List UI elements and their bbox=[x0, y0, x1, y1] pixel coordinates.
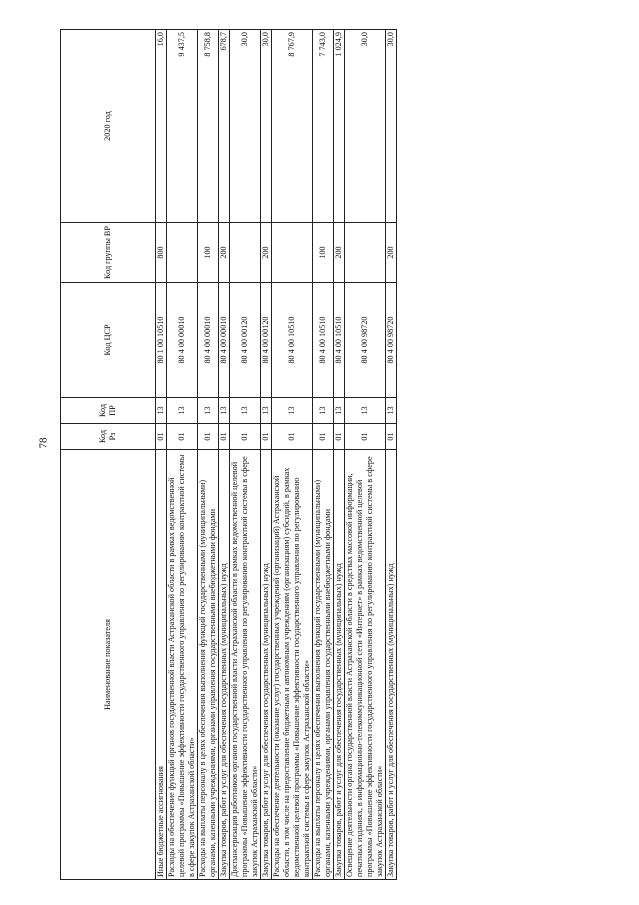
cell-csr: 80 4 00 00010 bbox=[167, 283, 198, 398]
cell-csr: 80 4 00 00010 bbox=[219, 283, 230, 398]
cell-name: Закупка товаров, работ и услуг для обеспечения государственных (муниципальных) нужд bbox=[334, 450, 345, 880]
cell-year: 8 758,8 bbox=[198, 30, 219, 223]
cell-rz: 01 bbox=[345, 424, 386, 450]
cell-rz: 01 bbox=[261, 424, 272, 450]
cell-name: Расходы на обеспечение функций органов государственной власти Астраханской области в рамках ведомственной целевой программы «Повышение эффективности государственного управления по регулированию контрактной системы в сфере закупок Астраханской области» bbox=[167, 450, 198, 880]
cell-vr bbox=[230, 223, 261, 283]
header-rz: Код Рз bbox=[61, 424, 156, 450]
table-row bbox=[386, 30, 397, 880]
cell-vr: 800 bbox=[156, 223, 167, 283]
budget-table bbox=[60, 29, 397, 880]
cell-vr: 200 bbox=[261, 223, 272, 283]
table-row bbox=[156, 30, 167, 880]
cell-year: 30,0 bbox=[230, 30, 261, 223]
cell-pr: 13 bbox=[261, 398, 272, 424]
cell-vr: 200 bbox=[386, 223, 397, 283]
cell-name: Диспансеризация работников органов государственной власти Астраханской области в рамках ведомственной целевой программы «Повышение эффективности государственного управления по регулированию контрактной системы в сфере закупок Астраханской области» bbox=[230, 450, 261, 880]
cell-year: 30,0 bbox=[345, 30, 386, 223]
cell-csr: 80 4 00 00120 bbox=[261, 283, 272, 398]
cell-csr: 80 4 00 10510 bbox=[334, 283, 345, 398]
cell-pr: 13 bbox=[334, 398, 345, 424]
cell-csr: 80 1 00 10510 bbox=[156, 283, 167, 398]
cell-pr: 13 bbox=[345, 398, 386, 424]
cell-name: Расходы на выплаты персоналу в целях обеспечения выполнения функций государственными (муниципальными) органами, казенными учреждениями, органами управления государственными внебюджетными фондами bbox=[313, 450, 334, 880]
cell-rz: 01 bbox=[219, 424, 230, 450]
cell-rz: 01 bbox=[334, 424, 345, 450]
table-row bbox=[261, 30, 272, 880]
cell-csr: 80 4 00 98720 bbox=[386, 283, 397, 398]
table-header-row bbox=[61, 30, 156, 880]
cell-vr: 100 bbox=[313, 223, 334, 283]
cell-year: 8 767,9 bbox=[272, 30, 313, 223]
cell-name: Расходы на выплаты персоналу в целях обеспечения выполнения функций государственными (муниципальными) органами, казенными учреждениями, органами управления государственными внебюджетными фондами bbox=[198, 450, 219, 880]
cell-vr: 100 bbox=[198, 223, 219, 283]
cell-pr: 13 bbox=[198, 398, 219, 424]
header-name: Наименование показателя bbox=[61, 450, 156, 880]
table-row bbox=[198, 30, 219, 880]
cell-csr: 80 4 00 98720 bbox=[345, 283, 386, 398]
cell-year: 30,0 bbox=[386, 30, 397, 223]
cell-vr bbox=[167, 223, 198, 283]
cell-rz: 01 bbox=[272, 424, 313, 450]
cell-year: 1 024,9 bbox=[334, 30, 345, 223]
cell-pr: 13 bbox=[313, 398, 334, 424]
table-row bbox=[313, 30, 334, 880]
table-row bbox=[345, 30, 386, 880]
cell-csr: 80 4 00 00120 bbox=[230, 283, 261, 398]
cell-rz: 01 bbox=[198, 424, 219, 450]
header-csr: Код ЦСР bbox=[61, 283, 156, 398]
cell-vr bbox=[345, 223, 386, 283]
cell-csr: 80 4 00 10510 bbox=[272, 283, 313, 398]
cell-name: Закупка товаров, работ и услуг для обеспечения государственных (муниципальных) нужд bbox=[261, 450, 272, 880]
cell-year: 9 437,5 bbox=[167, 30, 198, 223]
header-vr: Код группы ВР bbox=[61, 223, 156, 283]
table-row bbox=[167, 30, 198, 880]
cell-rz: 01 bbox=[386, 424, 397, 450]
cell-vr bbox=[272, 223, 313, 283]
table-row bbox=[272, 30, 313, 880]
cell-rz: 01 bbox=[313, 424, 334, 450]
cell-pr: 13 bbox=[219, 398, 230, 424]
cell-vr: 200 bbox=[219, 223, 230, 283]
cell-pr: 13 bbox=[230, 398, 261, 424]
cell-name: Освещение деятельности органа государственной власти Астраханской области в средствах массовой информации, печатных изданиях, в информационно-телекоммуникационной сети «Интернет» в рамках ведомственной целевой программы «Повышение эффективности государственного управления по регулированию контрактной системы в сфере закупок Астраханской области» bbox=[345, 450, 386, 880]
header-year: 2020 год bbox=[61, 30, 156, 223]
cell-year: 7 743,0 bbox=[313, 30, 334, 223]
cell-rz: 01 bbox=[167, 424, 198, 450]
table-row bbox=[334, 30, 345, 880]
cell-rz: 01 bbox=[230, 424, 261, 450]
cell-name: Закупка товаров, работ и услуг для обеспечения государственных (муниципальных) нужд bbox=[219, 450, 230, 880]
cell-pr: 13 bbox=[156, 398, 167, 424]
page-number: 78 bbox=[37, 437, 50, 449]
cell-vr: 200 bbox=[334, 223, 345, 283]
table-row bbox=[219, 30, 230, 880]
cell-name: Закупка товаров, работ и услуг для обеспечения государственных (муниципальных) нужд bbox=[386, 450, 397, 880]
cell-pr: 13 bbox=[167, 398, 198, 424]
cell-name: Расходы на обеспечение деятельности (оказание услуг) государственных учреждений (организаций) Астраханской области, в том числе на предоставление бюджетным и автономным учреждениям (организациям) субсидий, в рамках ведомственной целевой программы «Повышение эффективности государственного управления по регулированию контрактной системы в сфере закупок Астраханской области» bbox=[272, 450, 313, 880]
rotated-page bbox=[60, 30, 540, 880]
cell-year: 16,0 bbox=[156, 30, 167, 223]
cell-csr: 80 4 00 00010 bbox=[198, 283, 219, 398]
table-row bbox=[230, 30, 261, 880]
cell-pr: 13 bbox=[386, 398, 397, 424]
cell-pr: 13 bbox=[272, 398, 313, 424]
cell-rz: 01 bbox=[156, 424, 167, 450]
cell-year: 30,0 bbox=[261, 30, 272, 223]
cell-csr: 80 4 00 10510 bbox=[313, 283, 334, 398]
cell-name: Иные бюджетные ассигнования bbox=[156, 450, 167, 880]
header-pr: Код ПР bbox=[61, 398, 156, 424]
cell-year: 678,7 bbox=[219, 30, 230, 223]
